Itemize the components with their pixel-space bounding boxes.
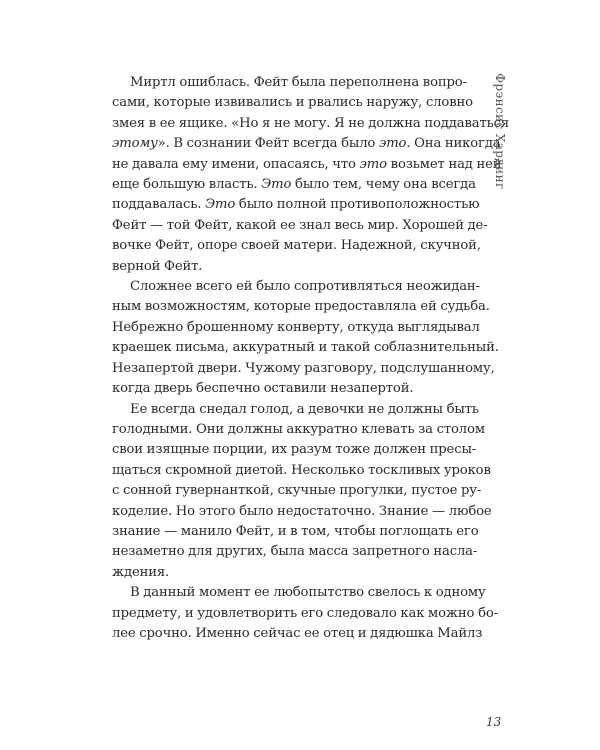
text-segment: когда дверь беспечно оставили незапертой. — [112, 381, 414, 397]
text-segment: возьмет над ней — [386, 156, 502, 172]
text-segment: Миртл ошиблась. Фейт была переполнена вопро- — [130, 75, 467, 90]
text-line — [112, 420, 485, 440]
text-segment: свои изящные порции, их разум тоже должен пресы- — [112, 442, 477, 458]
text-line — [112, 440, 477, 460]
text-line — [112, 195, 480, 215]
text-line — [112, 216, 488, 236]
text-segment: Фейт — той Фейт, какой ее знал весь мир. Хорошей де- — [112, 217, 488, 233]
paragraph — [112, 400, 492, 584]
text-line — [112, 379, 466, 399]
text-line — [112, 155, 502, 175]
text-segment: Небрежно брошенному конверту, откуда выглядывал — [112, 319, 480, 335]
text-segment: вочке Фейт, опоре своей матери. Надежной, скучной, — [112, 238, 481, 254]
text-segment: незаметно для других, была масса запретного насла- — [112, 544, 478, 560]
text-segment: не давала ему имени, опасаясь, что — [112, 156, 360, 172]
text-segment: поддавалась. — [112, 197, 206, 213]
text-segment: с сонной гувернанткой, скучные прогулки, пустое ру- — [112, 483, 482, 499]
text-segment: было тем, чему она всегда — [291, 177, 476, 193]
text-line — [112, 583, 486, 603]
text-line — [112, 359, 495, 379]
text-segment: краешек письма, аккуратный и такой соблазнительный. — [112, 340, 499, 356]
text-segment: ». В сознании Фейт всегда было — [157, 136, 379, 152]
text-segment: ным возможностям, которые предоставляла ей судьба. — [112, 299, 490, 315]
text-line — [112, 563, 466, 583]
text-segment: лее срочно. Именно сейчас ее отец и дядюшка Майлз — [112, 625, 483, 641]
text-line — [112, 277, 480, 297]
text-line — [112, 542, 478, 562]
text-line — [112, 257, 466, 277]
text-line — [112, 134, 501, 154]
text-segment: змея в ее ящике. «Но я не могу. Я не должна поддаваться — [112, 115, 510, 131]
text-line — [112, 73, 466, 93]
text-segment: сами, которые извивались и рвались наружу, словно — [112, 95, 473, 111]
text-line — [112, 522, 479, 542]
text-line — [112, 318, 480, 338]
text-line — [112, 175, 476, 195]
text-segment: щаться скромной диетой. Несколько тоскливых уроков — [112, 462, 491, 478]
text-segment: ждения. — [112, 564, 170, 580]
text-line — [112, 624, 483, 644]
text-segment: знание — манило Фейт, и в том, чтобы поглощать его — [112, 523, 479, 539]
text-segment: В данный момент ее любопытство свелось к одному — [130, 585, 486, 601]
text-segment: верной Фейт. — [112, 258, 203, 274]
text-segment: Незапертой двери. Чужому разговору, подслушанному, — [112, 360, 495, 376]
text-line — [112, 297, 490, 317]
text-line — [112, 93, 473, 113]
text-line — [112, 338, 499, 358]
text-segment: Ее всегда снедал голод, а девочки не должны быть — [130, 401, 479, 417]
italic-text: Это — [261, 177, 292, 193]
text-segment: еще большую власть. — [112, 177, 262, 193]
text-line — [112, 604, 498, 624]
italic-text: это — [378, 136, 407, 152]
text-line — [112, 236, 481, 256]
text-segment: было полной противоположностью — [235, 197, 480, 213]
running-head-author: Фрэнсис Хардинг — [493, 73, 507, 190]
italic-text: этому — [112, 136, 158, 152]
italic-text: это — [359, 156, 387, 172]
text-segment: Сложнее всего ей было сопротивляться неожидан- — [130, 279, 480, 295]
text-line — [112, 114, 510, 134]
text-segment: голодными. Они должны аккуратно клевать за столом — [112, 421, 485, 437]
text-line — [112, 481, 482, 501]
text-segment: . Она никогда — [406, 136, 501, 152]
paragraph — [112, 277, 499, 399]
text-line — [112, 400, 479, 420]
paragraph — [112, 583, 498, 644]
italic-text: Это — [205, 197, 236, 213]
page-number: 13 — [486, 715, 502, 729]
text-segment: предмету, и удовлетворить его следовало как можно бо- — [112, 605, 498, 621]
text-segment: коделие. Но этого было недостаточно. Знание — любое — [112, 503, 492, 519]
text-line — [112, 461, 491, 481]
text-line — [112, 502, 492, 522]
